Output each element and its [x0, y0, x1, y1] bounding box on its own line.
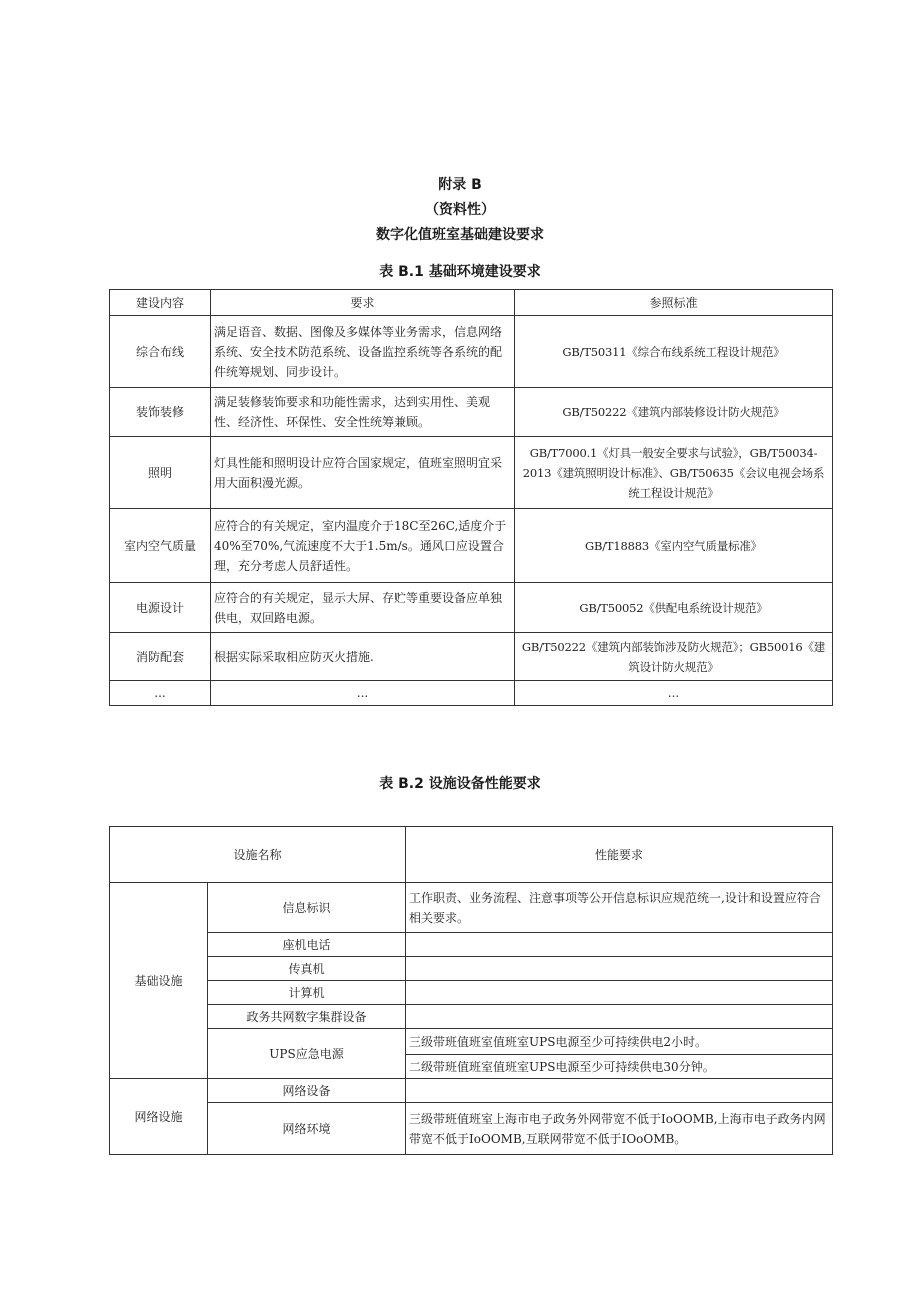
table-header-row	[110, 827, 833, 883]
group-network: 网络设施	[110, 1079, 208, 1155]
facility-name: UPS应急电源	[208, 1029, 406, 1079]
table-row	[110, 633, 833, 681]
group-basic: 基础设施	[110, 883, 208, 1079]
performance: 工作职责、业务流程、注意事项等公开信息标识应规范统一,设计和设置应符合相关要求。	[406, 883, 833, 933]
col-header-item: 建设内容	[110, 290, 211, 316]
table-header-row	[110, 290, 833, 316]
col-header-ref: 参照标准	[515, 290, 833, 316]
row-reference: GB/T50052《供配电系统设计规范》	[515, 583, 833, 633]
table2-caption: 表 B.2 设施设备性能要求	[379, 776, 541, 792]
performance: 三级带班值班室上海市电子政务外网带宽不低于IoOOMB,上海市电子政务内网带宽不低于IoOOMB,互联网带宽不低于IOoOMB。	[406, 1103, 833, 1155]
table-row	[110, 681, 833, 706]
table-row	[110, 1103, 833, 1155]
table-row	[110, 1005, 833, 1029]
row-item: 电源设计	[110, 583, 211, 633]
row-reference: GB/T50311《综合布线系统工程设计规范》	[515, 316, 833, 388]
table-row	[110, 883, 833, 933]
appendix-nature: （资料性）	[425, 202, 495, 218]
row-item: 照明	[110, 437, 211, 509]
performance	[406, 1005, 833, 1029]
performance	[406, 1079, 833, 1103]
row-item: ...	[110, 681, 211, 706]
table-row	[110, 437, 833, 509]
row-requirement: 根据实际采取相应防灭火措施.	[211, 633, 515, 681]
facility-name: 座机电话	[208, 933, 406, 957]
basic-environment-table	[109, 289, 833, 706]
row-requirement: 应符合的有关规定，显示大屏、存贮等重要设备应单独供电，双回路电源。	[211, 583, 515, 633]
performance	[406, 933, 833, 957]
col-header-facility: 设施名称	[110, 827, 406, 883]
appendix-label: 附录 B	[438, 177, 482, 193]
row-requirement: 应符合的有关规定，室内温度介于18C至26C,适度介于40%至70%,气流速度不大于1.5m/s。通风口应设置合理，充分考虑人员舒适性。	[211, 509, 515, 583]
row-item: 室内空气质量	[110, 509, 211, 583]
appendix-title: 数字化值班室基础建设要求	[376, 227, 544, 243]
row-reference: GB/T18883《室内空气质量标准》	[515, 509, 833, 583]
row-requirement: 灯具性能和照明设计应符合国家规定，值班室照明宜采用大面积漫光源。	[211, 437, 515, 509]
table-row	[110, 981, 833, 1005]
row-requirement: ...	[211, 681, 515, 706]
row-item: 装饰装修	[110, 388, 211, 437]
facility-name: 网络设备	[208, 1079, 406, 1103]
table-row	[110, 509, 833, 583]
row-item: 消防配套	[110, 633, 211, 681]
performance	[406, 981, 833, 1005]
row-item: 综合布线	[110, 316, 211, 388]
facility-name: 计算机	[208, 981, 406, 1005]
table-row	[110, 957, 833, 981]
table-row	[110, 316, 833, 388]
row-reference: GB/T50222《建筑内部装饰涉及防火规范》；GB50016《建筑设计防火规范》	[515, 633, 833, 681]
facility-name: 政务共网数字集群设备	[208, 1005, 406, 1029]
row-reference: GB/T7000.1《灯具一般安全要求与试验》，GB/T50034-2013《建筑照明设计标准》、GB/T50635《会议电视会场系统工程设计规范》	[515, 437, 833, 509]
col-header-performance: 性能要求	[406, 827, 833, 883]
facility-name: 信息标识	[208, 883, 406, 933]
facility-name: 网络环境	[208, 1103, 406, 1155]
table-row	[110, 388, 833, 437]
performance: 三级带班值班室值班室UPS电源至少可持续供电2小时。	[406, 1029, 833, 1055]
equipment-performance-table	[109, 826, 833, 1155]
col-header-req: 要求	[211, 290, 515, 316]
performance: 二级带班值班室值班室UPS电源至少可持续供电30分钟。	[406, 1055, 833, 1079]
table1-caption: 表 B.1 基础环境建设要求	[379, 264, 541, 280]
row-requirement: 满足语音、数据、图像及多媒体等业务需求，信息网络系统、安全技术防范系统、设备监控系统等各系统的配件统筹规划、同步设计。	[211, 316, 515, 388]
row-reference: GB/T50222《建筑内部装修设计防火规范》	[515, 388, 833, 437]
table-row	[110, 583, 833, 633]
table-row	[110, 1029, 833, 1055]
table-row	[110, 933, 833, 957]
row-requirement: 满足装修装饰要求和功能性需求，达到实用性、美观性、经济性、环保性、安全性统筹兼顾。	[211, 388, 515, 437]
facility-name: 传真机	[208, 957, 406, 981]
row-reference: ...	[515, 681, 833, 706]
table-row	[110, 1079, 833, 1103]
performance	[406, 957, 833, 981]
